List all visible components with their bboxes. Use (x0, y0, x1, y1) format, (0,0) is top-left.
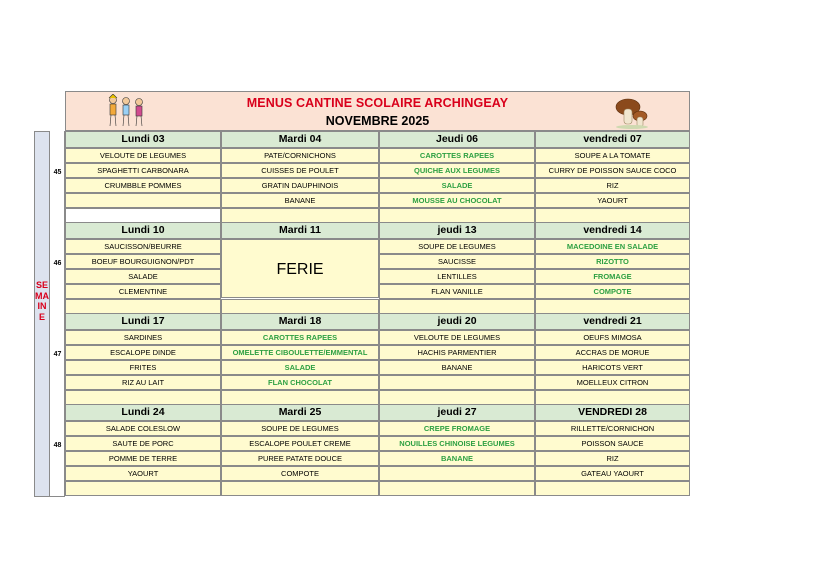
menu-item (65, 299, 221, 314)
menu-item (535, 390, 690, 405)
menu-item (221, 390, 379, 405)
menu-item: BOEUF BOURGUIGNON/PDT (65, 254, 221, 269)
day-header: vendredi 07 (535, 131, 690, 148)
menu-item (379, 375, 535, 390)
menu-title: MENUS CANTINE SCOLAIRE ARCHINGEAY (246, 96, 509, 110)
week-block (50, 131, 690, 222)
mushroom-illustration (612, 94, 650, 130)
menu-item: OMELETTE CIBOULETTE/EMMENTAL (221, 345, 379, 360)
menu-item: SOUPE A LA TOMATE (535, 148, 690, 163)
menu-item: MACEDOINE EN SALADE (535, 239, 690, 254)
menu-item: RIZOTTO (535, 254, 690, 269)
menu-item: SALADE (221, 360, 379, 375)
menu-item: PUREE PATATE DOUCE (221, 451, 379, 466)
menu-item (379, 390, 535, 405)
menu-item: CAROTTES RAPEES (221, 330, 379, 345)
menu-item: CREPE FROMAGE (379, 421, 535, 436)
menu-item: BANANE (221, 193, 379, 208)
week-block (50, 222, 690, 313)
day-header: Mardi 04 (221, 131, 379, 148)
holiday-cell: FERIE (221, 239, 379, 298)
menu-item: ESCALOPE POULET CREME (221, 436, 379, 451)
menu-item: SALADE (65, 269, 221, 284)
menu-item: SOUPE DE LEGUMES (379, 239, 535, 254)
menu-item: COMPOTE (221, 466, 379, 481)
day-header: VENDREDI 28 (535, 404, 690, 421)
menu-item (379, 208, 535, 223)
day-header: Mardi 25 (221, 404, 379, 421)
menu-item: OEUFS MIMOSA (535, 330, 690, 345)
menu-item: LENTILLES (379, 269, 535, 284)
menu-item (535, 481, 690, 496)
menu-item (379, 466, 535, 481)
menu-item: FRITES (65, 360, 221, 375)
menu-item (65, 193, 221, 208)
menu-item (535, 208, 690, 223)
menu-item: RIZ AU LAIT (65, 375, 221, 390)
menu-item (379, 481, 535, 496)
day-header: jeudi 13 (379, 222, 535, 239)
menu-item: CAROTTES RAPEES (379, 148, 535, 163)
menu-item: SPAGHETTI CARBONARA (65, 163, 221, 178)
day-header: Lundi 17 (65, 313, 221, 330)
menu-item (535, 299, 690, 314)
menu-item: ESCALOPE DINDE (65, 345, 221, 360)
menu-item: MOELLEUX CITRON (535, 375, 690, 390)
menu-item: RIZ (535, 178, 690, 193)
menu-item: CURRY DE POISSON SAUCE COCO (535, 163, 690, 178)
day-header: Lundi 24 (65, 404, 221, 421)
menu-item: NOUILLES CHINOISE LEGUMES (379, 436, 535, 451)
menu-item: GRATIN DAUPHINOIS (221, 178, 379, 193)
menu-item: VELOUTE DE LEGUMES (65, 148, 221, 163)
menu-item: YAOURT (535, 193, 690, 208)
day-header: Jeudi 06 (379, 131, 535, 148)
menu-item: BANANE (379, 360, 535, 375)
menu-header (65, 91, 690, 131)
menu-item: SALADE COLESLOW (65, 421, 221, 436)
menu-item: YAOURT (65, 466, 221, 481)
menu-item: SAUCISSE (379, 254, 535, 269)
day-header: vendredi 21 (535, 313, 690, 330)
week-block (50, 404, 690, 495)
menu-item: SALADE (379, 178, 535, 193)
week-number: 47 (53, 351, 62, 358)
menu-item: BANANE (379, 451, 535, 466)
menu-item: SARDINES (65, 330, 221, 345)
menu-item: CUISSES DE POULET (221, 163, 379, 178)
week-number: 45 (53, 169, 62, 176)
semaine-label: SEMAINE (35, 280, 49, 322)
menu-item: PATE/CORNICHONS (221, 148, 379, 163)
menu-month: NOVEMBRE 2025 (325, 114, 430, 128)
menu-item: FROMAGE (535, 269, 690, 284)
day-header: jeudi 27 (379, 404, 535, 421)
menu-item: POMME DE TERRE (65, 451, 221, 466)
menu-item: SAUTE DE PORC (65, 436, 221, 451)
day-header: Mardi 11 (221, 222, 379, 239)
menu-item: VELOUTE DE LEGUMES (379, 330, 535, 345)
menu-item (65, 208, 221, 223)
menu-item: GATEAU YAOURT (535, 466, 690, 481)
menu-item: MOUSSE AU CHOCOLAT (379, 193, 535, 208)
day-header: Mardi 18 (221, 313, 379, 330)
menu-item: POISSON SAUCE (535, 436, 690, 451)
week-number: 48 (53, 442, 62, 449)
menu-item: ACCRAS DE MORUE (535, 345, 690, 360)
menu-item (221, 481, 379, 496)
menu-item: QUICHE AUX LEGUMES (379, 163, 535, 178)
week-side-label (34, 131, 50, 497)
menu-item (65, 481, 221, 496)
menu-item (221, 299, 379, 314)
day-header: Lundi 10 (65, 222, 221, 239)
menu-item: SAUCISSON/BEURRE (65, 239, 221, 254)
week-block (50, 313, 690, 404)
menu-item (379, 299, 535, 314)
menu-item: RILLETTE/CORNICHON (535, 421, 690, 436)
menu-item: HACHIS PARMENTIER (379, 345, 535, 360)
day-header: jeudi 20 (379, 313, 535, 330)
menu-item: CLEMENTINE (65, 284, 221, 299)
menu-item: COMPOTE (535, 284, 690, 299)
menu-item: SOUPE DE LEGUMES (221, 421, 379, 436)
week-number: 46 (53, 260, 62, 267)
day-header: vendredi 14 (535, 222, 690, 239)
menu-item (65, 390, 221, 405)
menu-item: CRUMBBLE POMMES (65, 178, 221, 193)
menu-item: RIZ (535, 451, 690, 466)
menu-item: FLAN VANILLE (379, 284, 535, 299)
menu-item: HARICOTS VERT (535, 360, 690, 375)
menu-item (221, 208, 379, 223)
day-header: Lundi 03 (65, 131, 221, 148)
menu-item: FLAN CHOCOLAT (221, 375, 379, 390)
